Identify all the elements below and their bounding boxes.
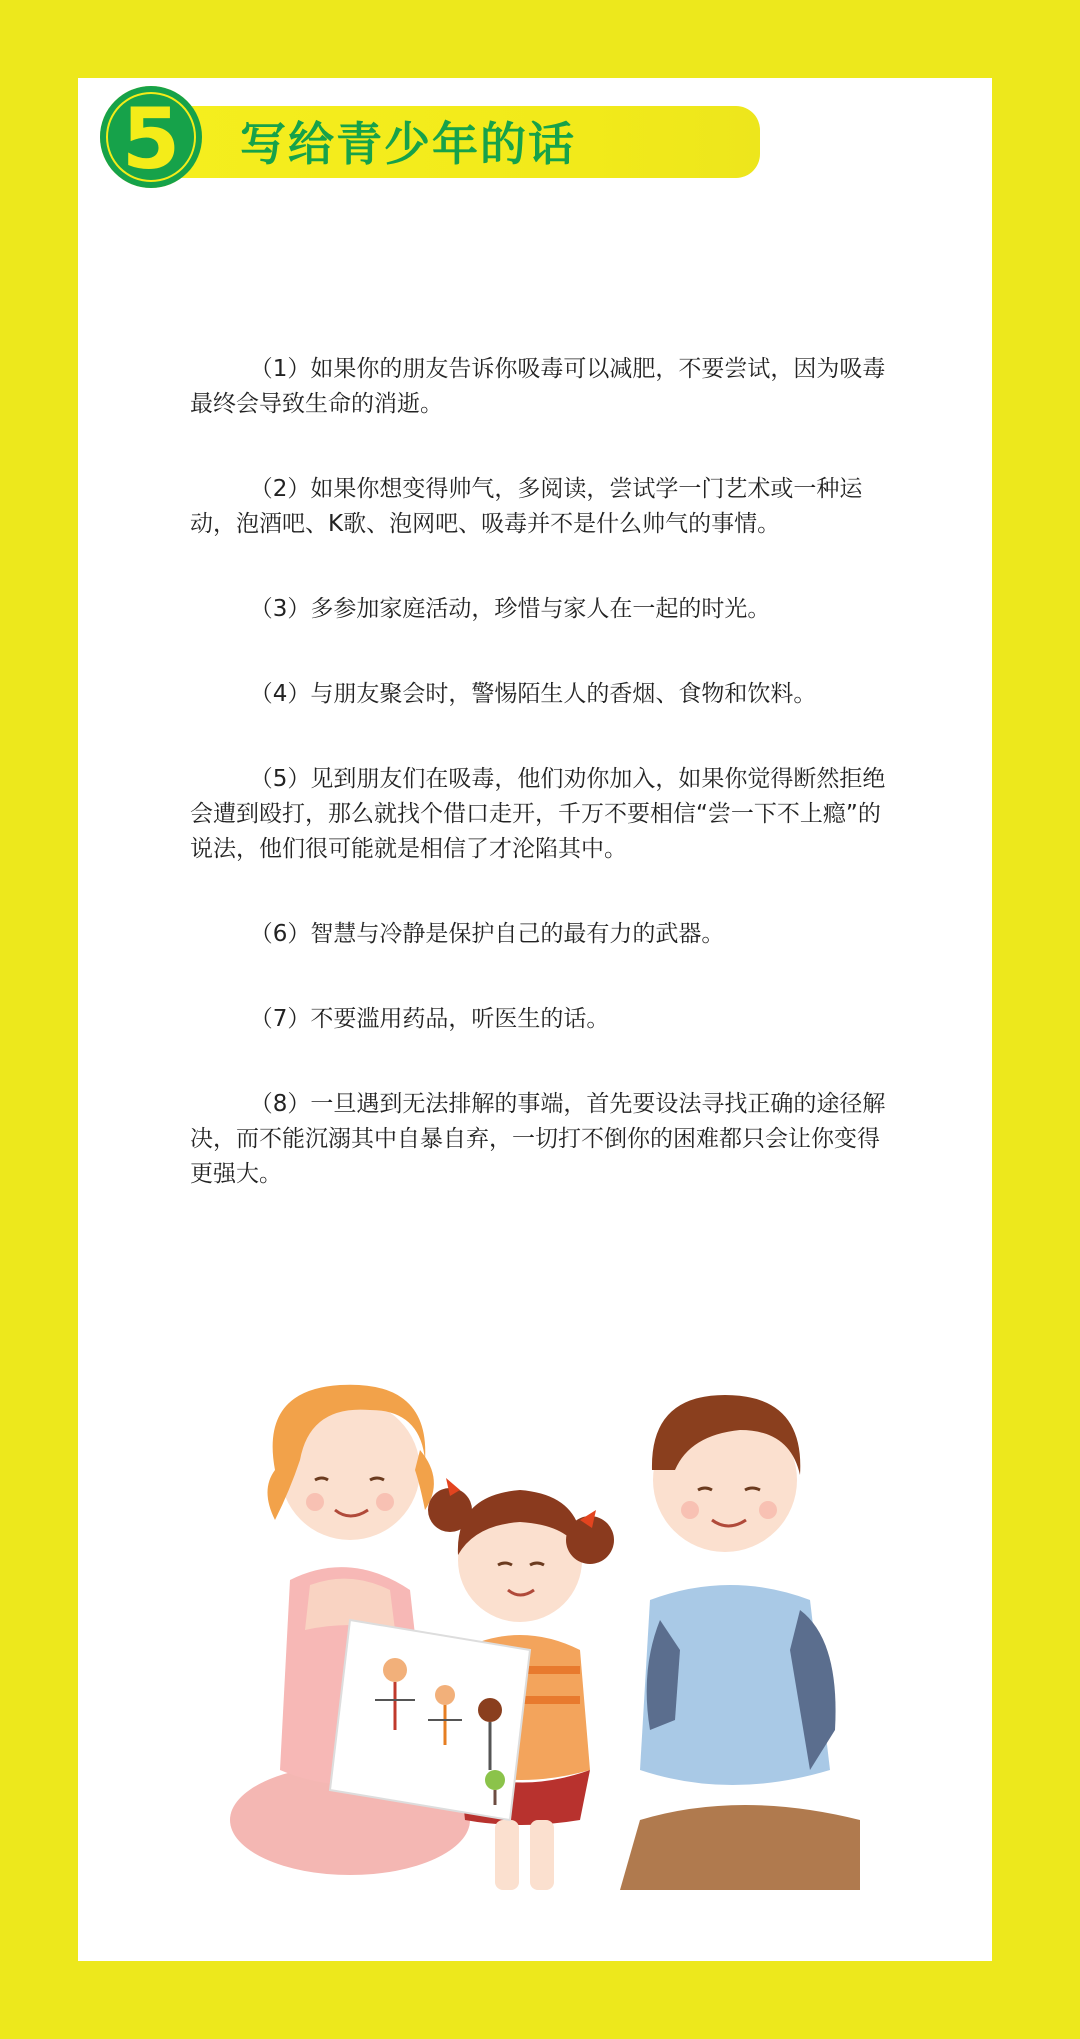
advice-item-1: （1）如果你的朋友告诉你吸毒可以减肥，不要尝试，因为吸毒最终会导致生命的消逝。 — [190, 356, 886, 417]
section-number: 5 — [121, 90, 181, 188]
section-header — [100, 86, 900, 196]
advice-item-3: （3）多参加家庭活动，珍惜与家人在一起的时光。 — [249, 596, 771, 622]
advice-list — [190, 352, 900, 1242]
drawing-paper — [330, 1620, 530, 1820]
advice-item-4: （4）与朋友聚会时，警惕陌生人的香烟、食物和饮料。 — [249, 681, 817, 707]
advice-item-5: （5）见到朋友们在吸毒，他们劝你加入，如果你觉得断然拒绝会遭到殴打，那么就找个借口走开，千万不要相信“尝一下不上瘾”的说法，他们很可能就是相信了才沦陷其中。 — [190, 766, 886, 862]
advice-item-8: （8）一旦遇到无法排解的事端，首先要设法寻找正确的途径解决，而不能沉溺其中自暴自弃，一切打不倒你的困难都只会让你变得更强大。 — [190, 1091, 886, 1187]
advice-item-2: （2）如果你想变得帅气，多阅读，尝试学一门艺术或一种运动，泡酒吧、K歌、泡网吧、吸毒并不是什么帅气的事情。 — [190, 476, 863, 537]
section-number-badge — [100, 86, 202, 188]
badge-inner-circle — [108, 90, 194, 188]
father-figure — [620, 1395, 860, 1890]
advice-item-7: （7）不要滥用药品，听医生的话。 — [249, 1006, 610, 1032]
family-drawing-illustration — [220, 1350, 880, 1910]
section-title: 写给青少年的话 — [240, 117, 576, 171]
advice-item-6: （6）智慧与冷静是保护自己的最有力的武器。 — [249, 921, 725, 947]
